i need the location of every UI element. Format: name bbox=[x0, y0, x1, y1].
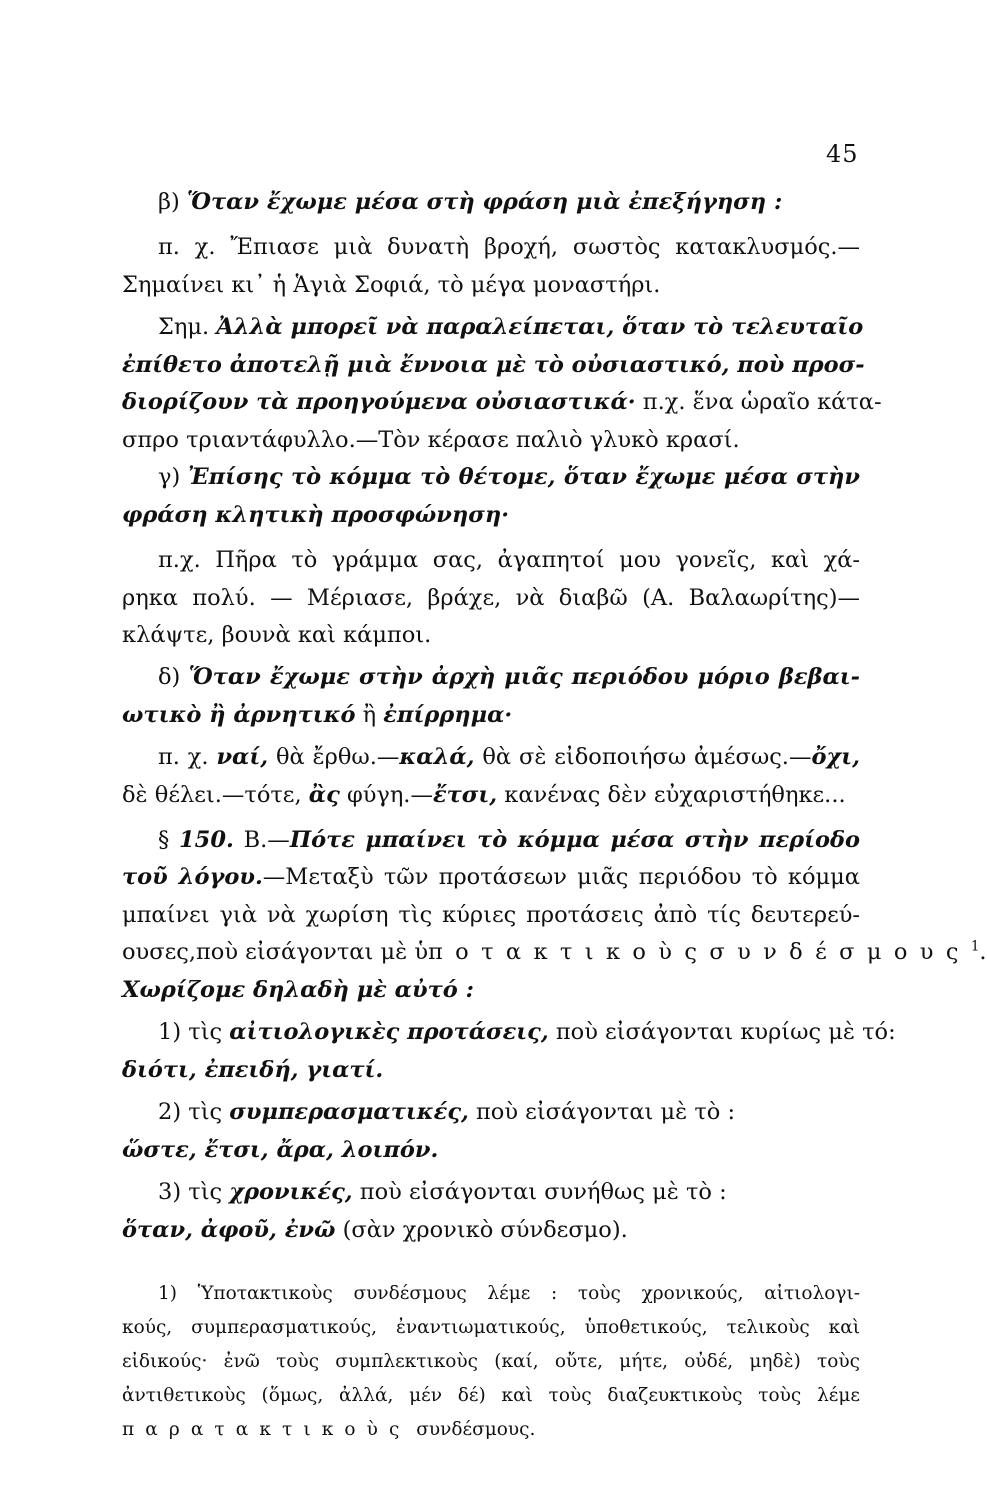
ex-k: κανένας δὲν εὐχαριστήθηκε... bbox=[497, 782, 846, 808]
ex-b: ναί, bbox=[216, 744, 269, 770]
item-1-prefix: 1) τὶς bbox=[158, 1019, 230, 1045]
section-title: Πότε μπαίνει τὸ κόμμα μέσα στὴν περίοδο bbox=[289, 827, 860, 853]
footnote-line-5 bbox=[122, 1413, 860, 1447]
gamma-label: γ) bbox=[158, 464, 188, 490]
beta-note-line-3 bbox=[122, 382, 882, 422]
beta-label: β) bbox=[158, 189, 187, 215]
beta-note-line-4: σπρο τριαντάφυλλο.—Τὸν κέρασε παλιὸ γλυκὸ κρασί. bbox=[122, 427, 740, 453]
page-number: 45 bbox=[826, 140, 859, 168]
footnote-line-3: εἰδικούς· ἐνῶ τοὺς συμπλεκτικοὺς (καί, οὔτε, μήτε, οὐδέ, μηδὲ) τοὺς bbox=[122, 1351, 860, 1372]
ex-j: ἔτσι, bbox=[432, 782, 498, 808]
section-150-line-3: μπαίνει γιὰ νὰ χωρίση τὶς κύριες προτάσεις ἀπὸ τίς δευτερεύ- bbox=[122, 902, 860, 928]
item-2-line-2: ὥστε, ἔτσι, ἄρα, λοιπόν. bbox=[122, 1137, 439, 1163]
item-2-line-1 bbox=[158, 1092, 860, 1132]
beta-rule: Ὅταν ἔχωμε μέσα στὴ φράση μιὰ ἐπεξήγηση : bbox=[186, 189, 783, 215]
footnote-end: συνδέσμους. bbox=[410, 1419, 536, 1440]
section-letter: Β.— bbox=[233, 827, 290, 853]
footnote-spaced-term: παρατακτικοὺς bbox=[122, 1419, 411, 1440]
delta-rule-line-2 bbox=[122, 695, 860, 735]
paragraph-delta-heading bbox=[158, 657, 860, 697]
footnote-ref: 1 bbox=[970, 938, 980, 955]
ex-a: π. χ. bbox=[158, 744, 217, 770]
item-2-term: συμπερασματικές, bbox=[229, 1099, 469, 1125]
note-text-3: διορίζουν τὰ προηγούμενα οὐσιαστικά· bbox=[122, 389, 636, 415]
item-1-line-2: διότι, ἐπειδή, γιατί. bbox=[122, 1057, 384, 1083]
ex-f: ὄχι, bbox=[811, 744, 860, 770]
section-150-line-2 bbox=[122, 857, 860, 897]
section-number: 150. bbox=[179, 827, 234, 853]
section-sign: § bbox=[158, 827, 180, 853]
gamma-rule: Ἐπίσης τὸ κόμμα τὸ θέτομε, ὅταν ἔχωμε μέσα στὴν bbox=[187, 464, 860, 490]
item-3-note: (σὰν χρονικὸ σύνδεσμο). bbox=[335, 1217, 628, 1243]
item-3-prefix: 3) τὶς bbox=[158, 1179, 230, 1205]
gamma-example-line-2: ρηκα πολύ. — Μέριασε, βράχε, νὰ διαβῶ (Α. Βαλαωρίτης)— bbox=[122, 585, 860, 611]
section-body-4b: . bbox=[979, 939, 987, 965]
spaced-term: ποτακτικοὺςσυνδέσμους bbox=[428, 939, 971, 965]
beta-note-line-1 bbox=[158, 307, 864, 347]
note-example-start: π.χ. ἕνα ὡραῖο κάτα- bbox=[635, 389, 882, 415]
delta-example-line-1 bbox=[158, 737, 860, 777]
delta-rule: Ὅταν ἔχωμε στὴν ἀρχὴ μιᾶς περιόδου μόριο βεβαι- bbox=[188, 664, 860, 690]
item-1-rest: ποὺ εἰσάγονται κυρίως μὲ τό: bbox=[548, 1019, 896, 1045]
ex-c: θὰ ἔρθω.— bbox=[268, 744, 400, 770]
section-body-4a: ουσες,ποὺ εἰσάγονται μὲ ὑ bbox=[122, 939, 429, 965]
beta-example-line-1: π. χ. Ἔπιασε μιὰ δυνατὴ βροχή, σωστὸς κατακλυσμός.— bbox=[158, 234, 860, 260]
note-label: Σημ. bbox=[158, 314, 217, 340]
item-3-line-2 bbox=[122, 1210, 860, 1250]
item-3-term: χρονικές, bbox=[229, 1179, 353, 1205]
delta-example-line-2 bbox=[122, 775, 860, 815]
paragraph-beta-heading bbox=[158, 182, 860, 222]
footnote-line-2: κούς, συμπερασματικούς, ἐναντιωματικούς, ὑποθετικούς, τελικοὺς καὶ bbox=[122, 1317, 860, 1338]
delta-label: δ) bbox=[158, 664, 189, 690]
item-3-line-1 bbox=[158, 1172, 860, 1212]
item-3-terms: ὅταν, ἀφοῦ, ἐνῶ bbox=[122, 1217, 336, 1243]
delta-rule-b: ἢ bbox=[355, 702, 384, 728]
section-title-end: τοῦ λόγου. bbox=[122, 864, 263, 890]
footnote-line-1: 1) Ὑποτακτικοὺς συνδέσμους λέμε : τοὺς χρονικούς, αἰτιολογι- bbox=[158, 1283, 860, 1304]
delta-rule-a: ωτικὸ ἢ ἀρνητικό bbox=[122, 702, 356, 728]
item-3-rest: ποὺ εἰσάγονται συνήθως μὲ τὸ : bbox=[352, 1179, 727, 1205]
ex-d: καλά, bbox=[399, 744, 475, 770]
note-text-1: Ἀλλὰ μπορεῖ νὰ παραλείπεται, ὅταν τὸ τελευταῖο bbox=[216, 314, 864, 340]
delta-rule-c: ἐπίρρημα· bbox=[383, 702, 513, 728]
section-150-line-5: Χωρίζομε δηλαδὴ μὲ αὐτό : bbox=[122, 977, 474, 1003]
gamma-example-line-1: π.χ. Πῆρα τὸ γράμμα σας, ἀγαπητοί μου γονεῖς, καὶ χά- bbox=[158, 547, 860, 573]
beta-example-line-2: Σημαίνει κι᾿ ἡ Ἁγιὰ Σοφιά, τὸ μέγα μοναστήρι. bbox=[122, 272, 661, 298]
item-2-prefix: 2) τὶς bbox=[158, 1099, 230, 1125]
beta-note-line-2: ἐπίθετο ἀποτελῇ μιὰ ἔννοια μὲ τὸ οὐσιαστικό, ποὺ προσ- bbox=[122, 352, 865, 378]
section-body-1: —Μεταξὺ τῶν προτάσεων μιᾶς περιόδου τὸ κόμμα bbox=[262, 864, 860, 890]
gamma-rule-line-2: φράση κλητικὴ προσφώνηση· bbox=[122, 502, 510, 528]
item-1-line-1 bbox=[158, 1012, 896, 1052]
section-150-heading bbox=[158, 820, 860, 860]
footnote-line-4: ἀντιθετικοὺς (ὅμως, ἀλλά, μέν δέ) καὶ τοὺς διαζευκτικοὺς τοὺς λέμε bbox=[122, 1385, 860, 1406]
ex-e: θὰ σὲ εἰδοποιήσω ἀμέσως.— bbox=[474, 744, 812, 770]
item-1-term: αἰτιολογικὲς προτάσεις, bbox=[229, 1019, 549, 1045]
ex-i: φύγη.— bbox=[339, 782, 433, 808]
ex-g: δὲ θέλει.—τότε, bbox=[122, 782, 309, 808]
gamma-example-line-3: κλάψτε, βουνὰ καὶ κάμποι. bbox=[122, 622, 432, 648]
paragraph-gamma-heading bbox=[158, 457, 860, 497]
section-150-line-4 bbox=[122, 932, 987, 972]
ex-h: ἂς bbox=[308, 782, 340, 808]
item-2-rest: ποὺ εἰσάγονται μὲ τὸ : bbox=[468, 1099, 736, 1125]
